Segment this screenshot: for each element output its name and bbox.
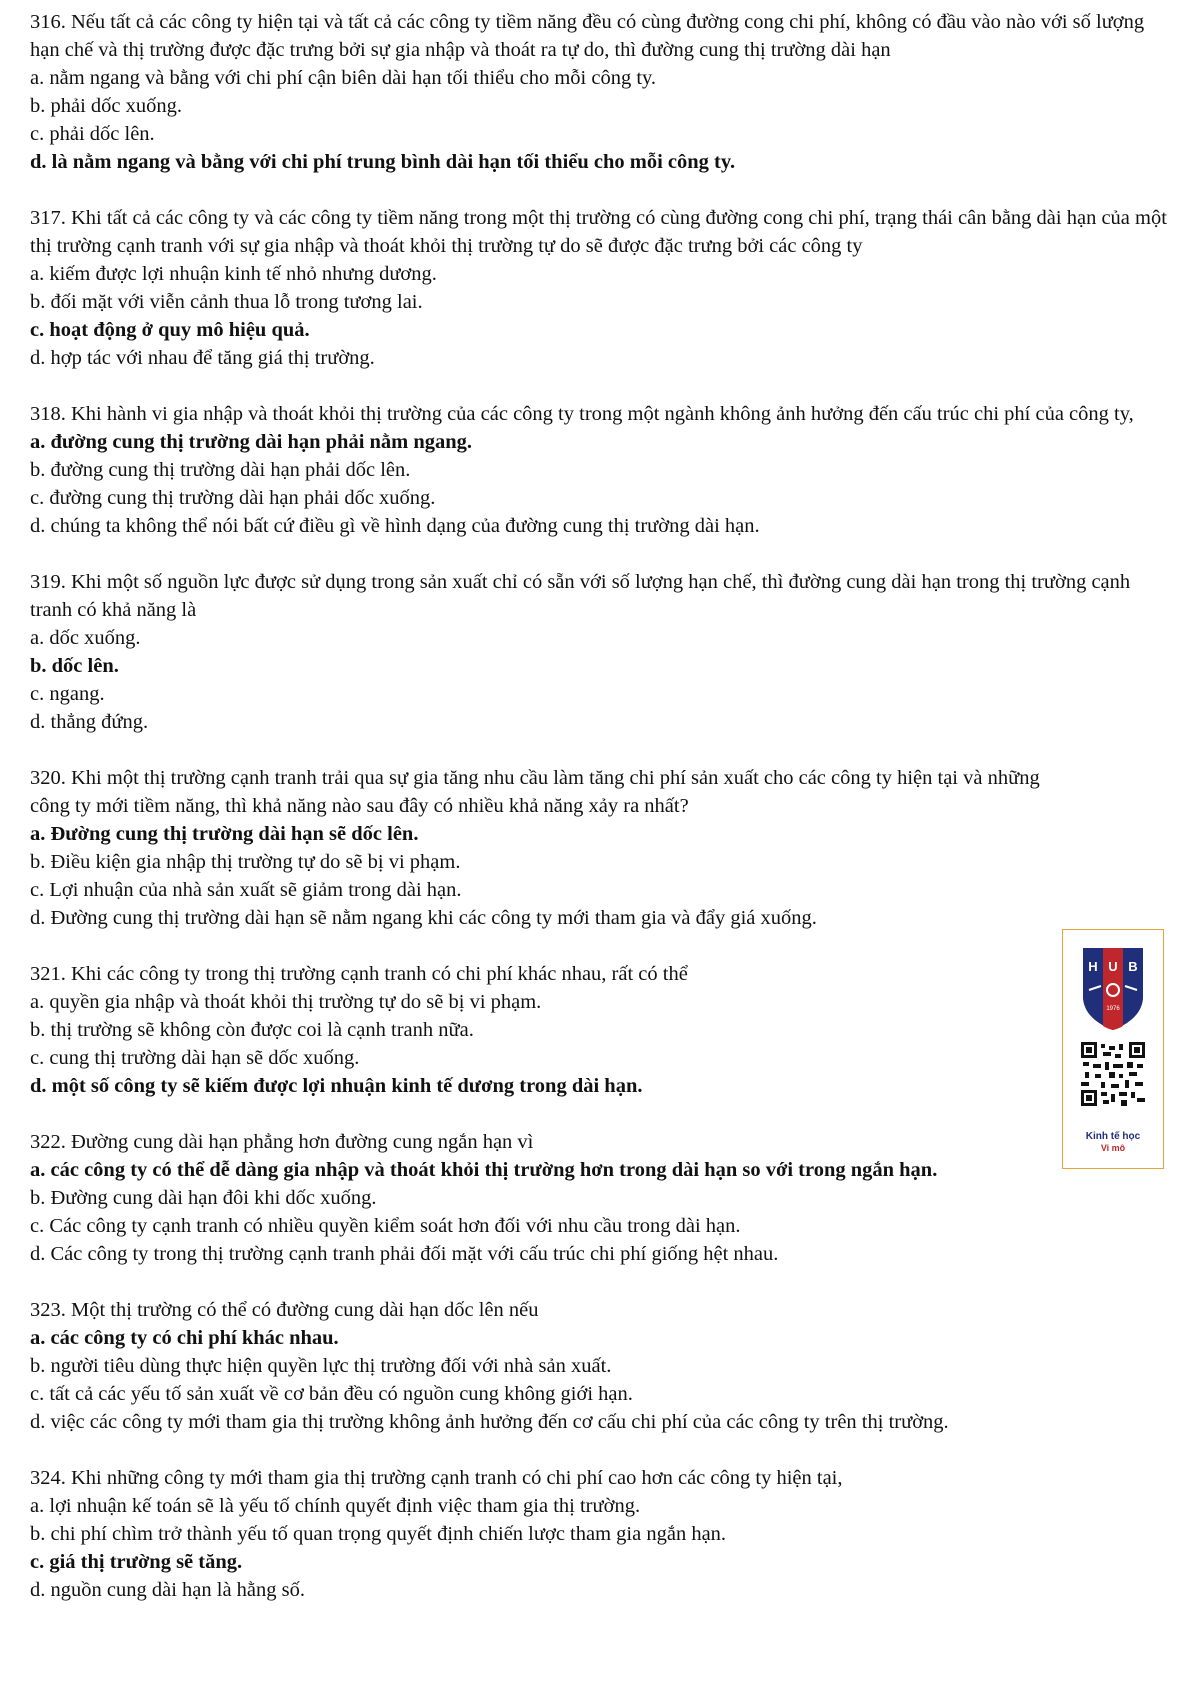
question-block: [30, 960, 1050, 1100]
question-stem: 323. Một thị trường có thể có đường cung dài hạn dốc lên nếu: [30, 1299, 539, 1321]
question-stem: 322. Đường cung dài hạn phẳng hơn đường cung ngắn hạn vì: [30, 1131, 534, 1153]
answer-option: b. người tiêu dùng thực hiện quyền lực thị trường đối với nhà sản xuất.: [30, 1355, 612, 1377]
answer-option: b. đường cung thị trường dài hạn phải dốc lên.: [30, 459, 411, 481]
answer-option-correct: c. giá thị trường sẽ tăng.: [30, 1551, 243, 1573]
answer-option: b. chi phí chìm trở thành yếu tố quan trọng quyết định chiến lược tham gia ngắn hạn.: [30, 1523, 727, 1545]
question-stem: 321. Khi các công ty trong thị trường cạnh tranh có chi phí khác nhau, rất có thể: [30, 963, 688, 985]
answer-option: d. thẳng đứng.: [30, 711, 149, 733]
answer-option: a. kiếm được lợi nhuận kinh tế nhỏ nhưng dương.: [30, 263, 437, 285]
answer-option: c. Lợi nhuận của nhà sản xuất sẽ giảm trong dài hạn.: [30, 879, 462, 901]
question-block: [30, 1128, 1170, 1268]
qr-code-icon: [1081, 1042, 1145, 1106]
answer-option-correct: a. các công ty có chi phí khác nhau.: [30, 1327, 339, 1349]
logo-caption-subtitle: Vi mô: [1100, 1143, 1126, 1153]
question-stem: 320. Khi một thị trường cạnh tranh trải qua sự gia tăng nhu cầu làm tăng chi phí sản xuất cho các công ty hiện tại và những công ty mới tiềm năng, thì khả năng nào sau đây có nhiều khả năng xảy ra nhất?: [30, 767, 1040, 817]
question-block: [30, 1296, 1170, 1436]
answer-option: c. Các công ty cạnh tranh có nhiều quyền kiểm soát hơn đối với nhu cầu trong dài hạn.: [30, 1215, 741, 1237]
answer-option: b. đối mặt với viễn cảnh thua lỗ trong tương lai.: [30, 291, 423, 313]
question-block: [30, 8, 1170, 176]
question-stem: 319. Khi một số nguồn lực được sử dụng trong sản xuất chỉ có sẵn với số lượng hạn chế, thì đường cung dài hạn trong thị trường cạnh tranh có khả năng là: [30, 571, 1131, 621]
answer-option: a. nằm ngang và bằng với chi phí cận biên dài hạn tối thiểu cho mỗi công ty.: [30, 67, 657, 89]
answer-option: c. ngang.: [30, 683, 105, 705]
answer-option-correct: b. dốc lên.: [30, 655, 119, 677]
question-block: [30, 568, 1170, 736]
answer-option-correct: a. các công ty có thể dễ dàng gia nhập và thoát khỏi thị trường hơn trong dài hạn so với trong ngắn hạn.: [30, 1159, 938, 1181]
answer-option: d. Các công ty trong thị trường cạnh tranh phải đối mặt với cấu trúc chi phí giống hệt nhau.: [30, 1243, 779, 1265]
answer-option: d. chúng ta không thể nói bất cứ điều gì về hình dạng của đường cung thị trường dài hạn.: [30, 515, 760, 537]
answer-option: a. quyền gia nhập và thoát khỏi thị trường tự do sẽ bị vi phạm.: [30, 991, 542, 1013]
answer-option: d. việc các công ty mới tham gia thị trường không ảnh hưởng đến cơ cấu chi phí của các công ty trên thị trường.: [30, 1411, 949, 1433]
answer-option-correct: a. Đường cung thị trường dài hạn sẽ dốc lên.: [30, 823, 419, 845]
answer-option: c. cung thị trường dài hạn sẽ dốc xuống.: [30, 1047, 360, 1069]
hub-logo-badge: [1062, 929, 1164, 1169]
question-stem: 318. Khi hành vi gia nhập và thoát khỏi thị trường của các công ty trong một ngành không ảnh hưởng đến cấu trúc chi phí của công ty,: [30, 403, 1134, 425]
answer-option: c. đường cung thị trường dài hạn phải dốc xuống.: [30, 487, 436, 509]
answer-option: b. thị trường sẽ không còn được coi là cạnh tranh nữa.: [30, 1019, 474, 1041]
answer-option: d. hợp tác với nhau để tăng giá thị trường.: [30, 347, 375, 369]
logo-year: 1976: [1106, 1006, 1120, 1012]
question-block: [30, 400, 1170, 540]
answer-option: a. lợi nhuận kế toán sẽ là yếu tố chính quyết định việc tham gia thị trường.: [30, 1495, 641, 1517]
answer-option: d. Đường cung thị trường dài hạn sẽ nằm ngang khi các công ty mới tham gia và đẩy giá xuống.: [30, 907, 817, 929]
answer-option: c. tất cả các yếu tố sản xuất về cơ bản đều có nguồn cung không giới hạn.: [30, 1383, 633, 1405]
question-block: [30, 764, 1050, 932]
question-stem: 317. Khi tất cả các công ty và các công ty tiềm năng trong một thị trường có cùng đường cong chi phí, trạng thái cân bằng dài hạn của một thị trường cạnh tranh với sự gia nhập và thoát khỏi thị trường tự do sẽ được đặc trưng bởi các công ty: [30, 207, 1167, 257]
answer-option-correct: c. hoạt động ở quy mô hiệu quả.: [30, 319, 310, 341]
question-block: [30, 204, 1170, 372]
hub-shield-logo-icon: [1063, 930, 1163, 1130]
answer-option: b. Đường cung dài hạn đôi khi dốc xuống.: [30, 1187, 377, 1209]
answer-option: b. Điều kiện gia nhập thị trường tự do sẽ bị vi phạm.: [30, 851, 461, 873]
question-stem: 324. Khi những công ty mới tham gia thị trường cạnh tranh có chi phí cao hơn các công ty hiện tại,: [30, 1467, 843, 1489]
answer-option-correct: a. đường cung thị trường dài hạn phải nằm ngang.: [30, 431, 473, 453]
answer-option-correct: d. là nằm ngang và bằng với chi phí trung bình dài hạn tối thiểu cho mỗi công ty.: [30, 151, 736, 173]
logo-letter-u: U: [1108, 959, 1118, 974]
logo-caption-subject: Kinh tế học: [1085, 1131, 1141, 1142]
answer-option: c. phải dốc lên.: [30, 123, 155, 145]
answer-option-correct: d. một số công ty sẽ kiếm được lợi nhuận kinh tế dương trong dài hạn.: [30, 1075, 643, 1097]
answer-option: d. nguồn cung dài hạn là hằng số.: [30, 1579, 305, 1601]
answer-option: a. dốc xuống.: [30, 627, 141, 649]
question-block: [30, 1464, 1170, 1604]
logo-letter-h: H: [1088, 959, 1098, 974]
document-page: [30, 8, 1170, 1632]
question-stem: 316. Nếu tất cả các công ty hiện tại và tất cả các công ty tiềm năng đều có cùng đường cong chi phí, không có đầu vào nào với số lượng hạn chế và thị trường được đặc trưng bởi sự gia nhập và thoát ra tự do, thì đường cung thị trường dài hạn: [30, 11, 1145, 61]
answer-option: b. phải dốc xuống.: [30, 95, 183, 117]
logo-letter-b: B: [1128, 959, 1138, 974]
